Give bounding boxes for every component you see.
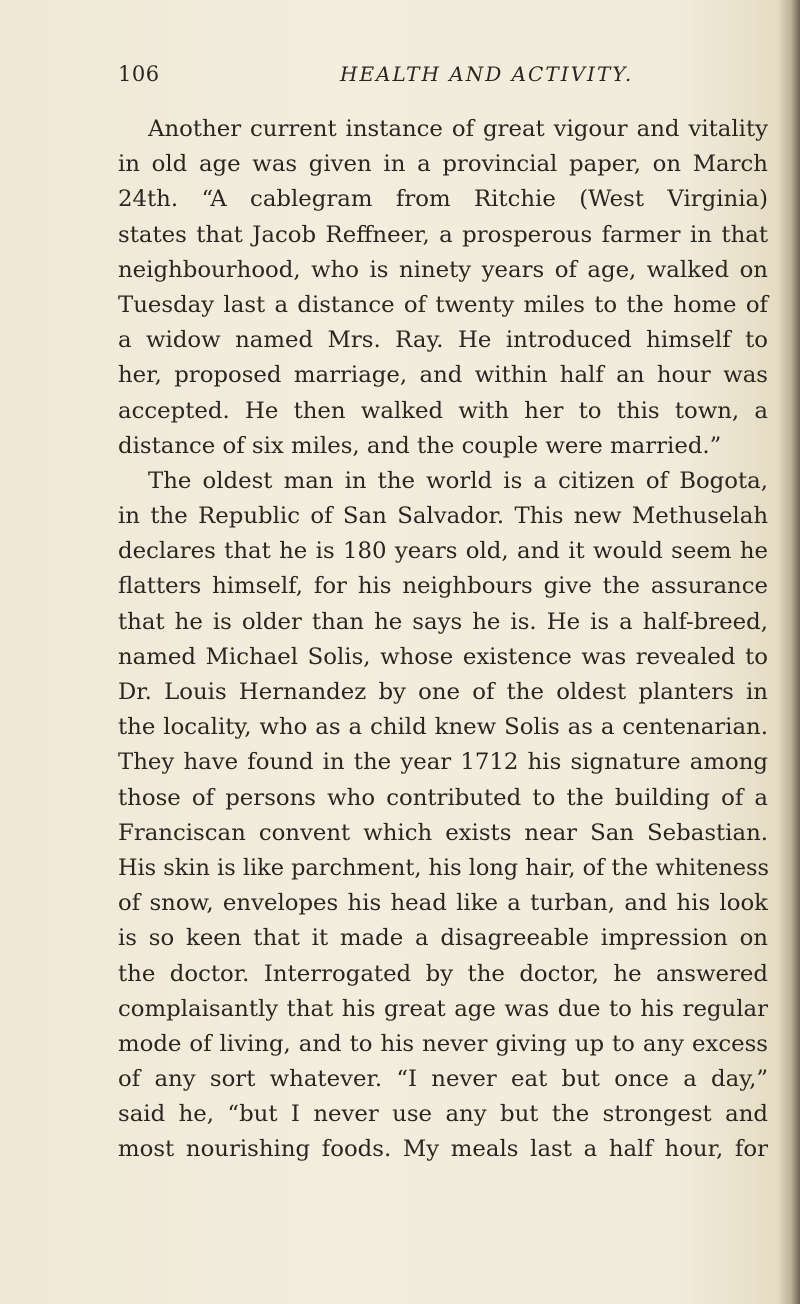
text-line: the doctor. Interrogated by the doctor, he answered	[118, 960, 768, 987]
text-line: They have found in the year 1712 his signature among	[118, 749, 768, 776]
text-line: those of persons who contributed to the building of a	[118, 784, 768, 811]
text-line: accepted. He then walked with her to this town, a	[118, 397, 768, 424]
text-line-paragraph-start: Another current instance of great vigour and vitality	[148, 116, 768, 142]
text-line: said he, “but I never use any but the strongest and	[118, 1101, 768, 1128]
text-line: mode of living, and to his never giving up to any excess	[118, 1030, 768, 1057]
text-line: is so keen that it made a disagreeable impression on	[118, 925, 768, 952]
text-line: Tuesday last a distance of twenty miles to the home of	[118, 291, 768, 318]
page-header	[118, 62, 768, 92]
text-line: Franciscan convent which exists near San Sebastian.	[118, 819, 768, 846]
page-edge-shadow	[778, 0, 800, 1304]
text-line-paragraph-start: The oldest man in the world is a citizen of Bogota,	[148, 467, 768, 494]
text-line: that he is older than he says he is. He is a half-breed,	[118, 608, 768, 635]
text-line: neighbourhood, who is ninety years of age, walked on	[118, 256, 768, 283]
text-line: in the Republic of San Salvador. This new Methuselah	[118, 503, 768, 530]
text-line: complaisantly that his great age was due to his regular	[118, 995, 768, 1022]
text-line: declares that he is 180 years old, and it would seem he	[118, 538, 768, 565]
text-line: her, proposed marriage, and within half an hour was	[118, 362, 768, 389]
text-line: flatters himself, for his neighbours give the assurance	[118, 573, 768, 600]
text-line: distance of six miles, and the couple were married.”	[118, 432, 722, 459]
text-line: of snow, envelopes his head like a turban, and his look	[118, 890, 768, 917]
text-line: states that Jacob Reffneer, a prosperous farmer in that	[118, 221, 768, 248]
text-line: in old age was given in a provincial paper, on March	[118, 151, 768, 178]
page-number: 106	[118, 62, 160, 86]
text-line: most nourishing foods. My meals last a half hour, for	[118, 1136, 768, 1163]
text-line: Dr. Louis Hernandez by one of the oldest planters in	[118, 679, 768, 705]
text-line: of any sort whatever. “I never eat but once a day,”	[118, 1066, 768, 1093]
body-text	[118, 112, 768, 1168]
text-line: a widow named Mrs. Ray. He introduced himself to	[118, 327, 768, 354]
running-head: HEALTH AND ACTIVITY.	[340, 62, 634, 86]
text-line: 24th. “A cablegram from Ritchie (West Virginia)	[118, 186, 768, 213]
text-line: the locality, who as a child knew Solis as a centenarian.	[118, 714, 768, 741]
text-line: His skin is like parchment, his long hair, of the whiteness	[118, 854, 769, 881]
text-line: named Michael Solis, whose existence was revealed to	[118, 643, 768, 670]
